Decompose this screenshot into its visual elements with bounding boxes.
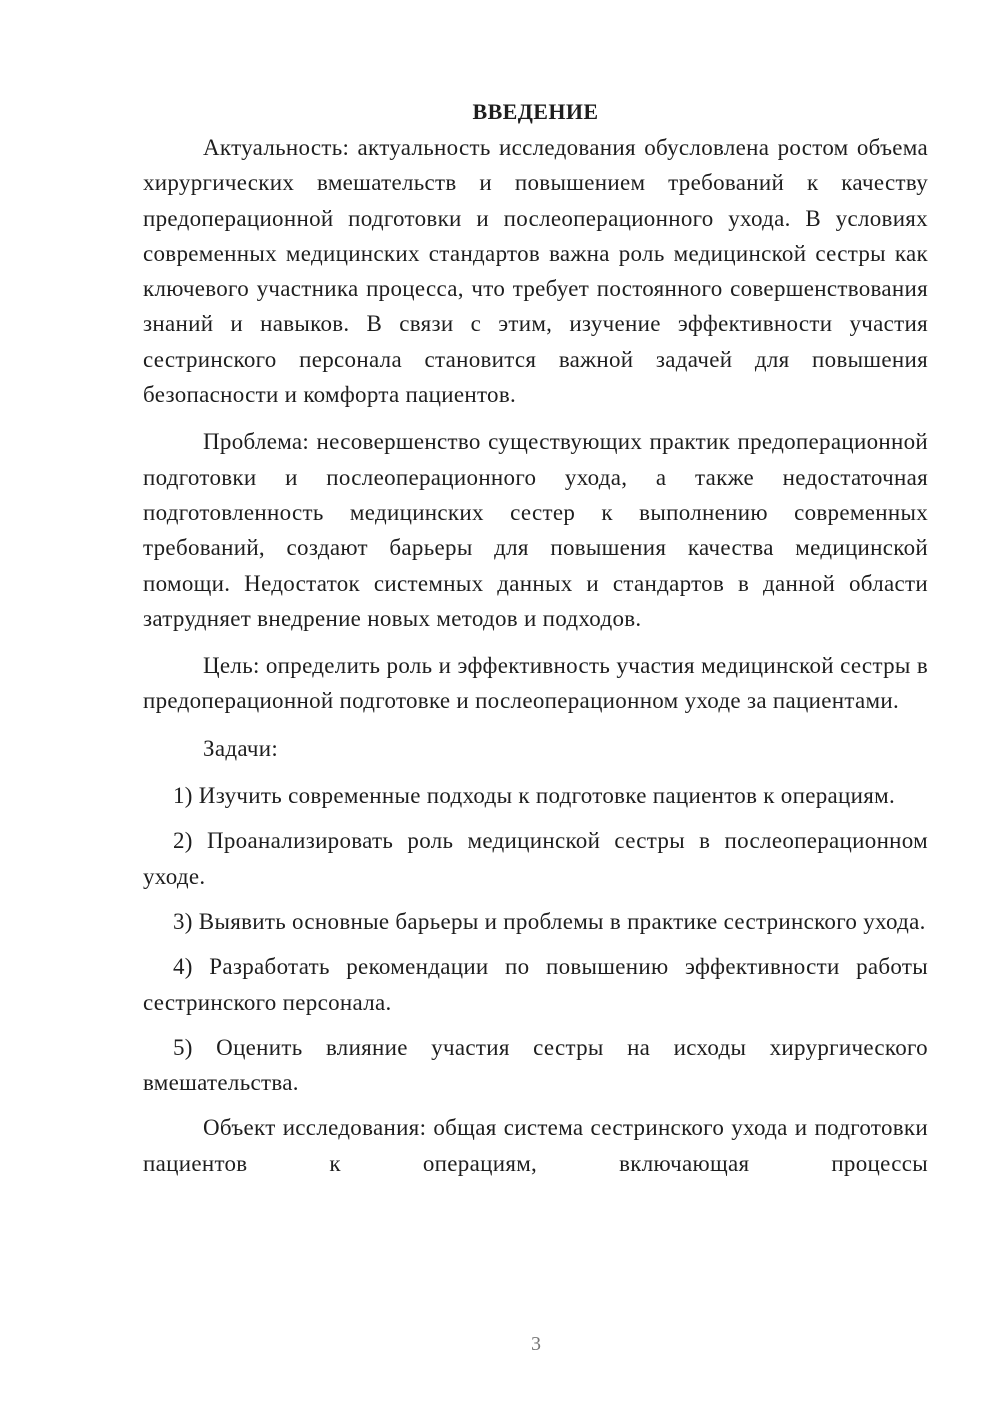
section-heading: ВВЕДЕНИЕ xyxy=(472,99,599,124)
tasks-label: Задачи: xyxy=(203,735,279,761)
list-item: 1) Изучить современные подходы к подготовке пациентов к операциям. xyxy=(173,783,896,809)
list-item: 5) Оценить влияние участия сестры на исходы хирургического вмешательства. xyxy=(143,1034,928,1096)
paragraph-goal: Цель: определить роль и эффективность участия медицинской сестры в предоперационной подготовке и послеоперационном уходе за пациентами. xyxy=(143,653,928,714)
list-item: 2) Проанализировать роль медицинской сестры в послеоперационном уходе. xyxy=(143,828,928,889)
list-item: 3) Выявить основные барьеры и проблемы в практике сестринского ухода. xyxy=(173,908,926,934)
page-number: 3 xyxy=(531,1333,541,1355)
document-page xyxy=(143,92,928,1193)
tasks-list xyxy=(143,778,928,1100)
paragraph-problem: Проблема: несовершенство существующих практик предоперационной подготовки и послеоперационного ухода, а также недостаточная подготовленность медицинских сестер к выполнению современных требований, создают барьеры для повышения качества медицинской помощи. Недостаток системных данных и стандартов в данной области затрудняет внедрение новых методов и подходов. xyxy=(143,429,928,631)
paragraph-relevance: Актуальность: актуальность исследования обусловлена ростом объема хирургических вмешательств и повышением требований к качеству предоперационной подготовки и послеоперационного ухода. В условиях современных медицинских стандартов важна роль медицинской сестры как ключевого участника процесса, что требует постоянного совершенствования знаний и навыков. В связи с этим, изучение эффективности участия сестринского персонала становится важной задачей для повышения безопасности и комфорта пациентов. xyxy=(143,135,928,408)
paragraph-object: Объект исследования: общая система сестринского ухода и подготовки пациентов к операциям, включающая процессы xyxy=(143,1115,928,1176)
list-item: 4) Разработать рекомендации по повышению эффективности работы сестринского персонала. xyxy=(143,954,928,1015)
